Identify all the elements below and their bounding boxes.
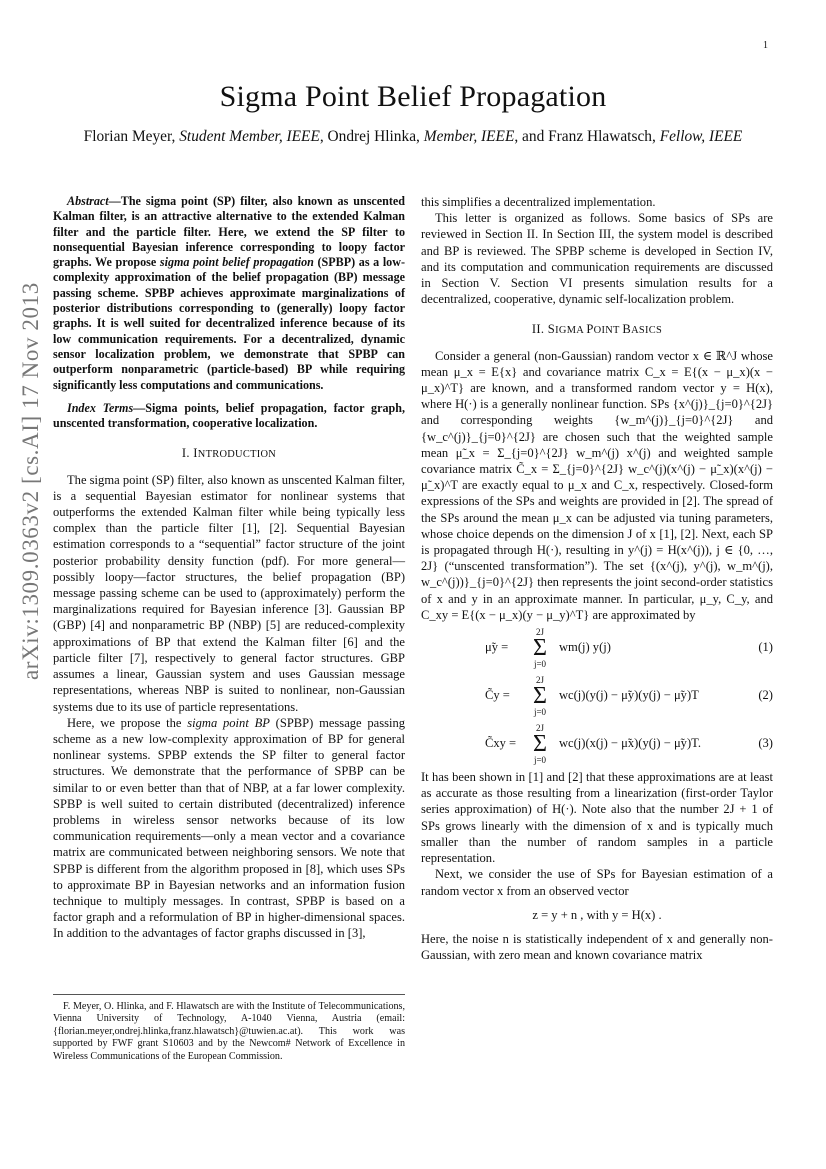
- paragraph-text: (SPBP) message passing scheme as a new low-complexity approximation of BP for general nonlinear systems. SPBP extends the SP filter to general factor structures. We demonstrate that the performance of SPBP can be similar to or even better than that of NBP, at a far lower complexity. SPBP is well suited to certain distributed (decentralized) inference problems in wireless sensor networks because of its low communication requirements—only a mean vector and a covariance matrix are communicated between neighboring sensors. We note that SPBP is different from the algorithm proposed in [8], which uses SPs to approximate BP in Bayesian networks and an information fusion technique to multiply messages. In contrast, SPBP is based on a factor graph and a reformulation of BP in higher-dimensional spaces. In addition to the advantages of factor graphs discussed in [3],: [53, 715, 406, 941]
- footnote-text: F. Meyer, O. Hlinka, and F. Hlawatsch are with the Institute of Telecommunications, Vienna University of Technology, A-1040 Vienna, Austria (email: {florian.meyer,ondrej.hlinka,franz.hlawatsch}@tuwien.ac.at). This work was supported by FWF grant S10603 and by the Newcom# Network of Excellence in Wireless Communications of the European Commission.: [53, 1001, 405, 1062]
- sum-sign: Σ: [533, 731, 547, 758]
- sum-upper: 2J: [535, 627, 544, 638]
- equation-lhs: C̃y =: [485, 688, 510, 703]
- page-number: 1: [763, 40, 768, 51]
- continued-paragraph: this simplifies a decentralized implementation.: [421, 195, 656, 209]
- section-numeral: I. I: [181, 446, 198, 461]
- abstract-label: Abstract: [67, 194, 109, 208]
- equation-rhs: wc(j)(x(j) − μ̃x)(y(j) − μ̃y)T.: [559, 736, 701, 751]
- index-terms-label: Index Terms: [67, 400, 134, 415]
- index-terms-text: —Sigma points, belief propagation, factor graph, unscented transformation, cooperative localization.: [53, 400, 405, 431]
- left-column: [53, 194, 405, 942]
- section-title-part: ASICS: [631, 325, 663, 337]
- sum-lower: j=0: [533, 755, 547, 766]
- abstract-text: —The sigma point (SP) filter, also known as unscented Kalman filter, is an attractive alternative to the extended Kalman filter and the particle filter. Here, we extend the SP filter to nonsequential Bayesian inference corresponding to loopy factor graphs. We propose: [53, 194, 405, 270]
- author-name: , Ondrej Hlinka,: [319, 128, 420, 145]
- equation-rhs: wc(j)(y(j) − μ̃y)(y(j) − μ̃y)T: [559, 688, 699, 703]
- equation-2: [421, 673, 773, 719]
- section-numeral: II. S: [531, 322, 556, 337]
- bayesian-estimation-paragraph: Next, we consider the use of SPs for Bayesian estimation of a random vector x from an observed vector: [421, 867, 773, 898]
- summation: [525, 723, 555, 765]
- section-title-part: OINT: [593, 325, 623, 337]
- measurement-equation: z = y + n , with y = H(x) .: [532, 907, 662, 922]
- abstract: [53, 194, 405, 393]
- section-title-part: B: [622, 322, 632, 337]
- abstract-emphasis: sigma point belief propagation: [159, 255, 314, 270]
- paragraph-emphasis: sigma point BP: [187, 715, 270, 730]
- approximation-paragraph: It has been shown in [1] and [2] that these approximations are at least as accurate as those resulting from a linearization (first-order Taylor series approximation) of H(·). Note also that the number 2J + 1 of SPs grows linearly with the dimension of x and is typically much smaller than the number of random samples in a particle representation.: [421, 770, 773, 866]
- right-column: [421, 194, 773, 963]
- sum-lower: j=0: [533, 659, 547, 670]
- section-heading-introduction: [53, 445, 405, 463]
- sum-upper: 2J: [535, 723, 544, 734]
- section-title-part: P: [586, 322, 594, 337]
- index-terms: [53, 401, 405, 432]
- author-role: Fellow, IEEE: [659, 128, 743, 145]
- arxiv-identifier: arXiv:1309.0363v2 [cs.AI] 17 Nov 2013: [18, 282, 43, 680]
- sp-basics-paragraph: Consider a general (non-Gaussian) random vector x ∈ ℝ^J whose mean μ_x = E{x} and covariance matrix C_x = E{(x − μ_x)(x − μ_x)^T} are known, and a transformed random vector y = H(x), where H(·) is a generally nonlinear function. SPs {x^(j)}_{j=0}^{2J} and corresponding weights {w_m^(j)}_{j=0}^{2J} and {w_c^(j)}_{j=0}^{2J} are chosen such that the weighted sample mean μ̃_x = Σ_{j=0}^{2J} w_m^(j) x^(j) and weighted sample covariance matrix C̃_x = Σ_{j=0}^{2J} w_c^(j)(x^(j) − μ̃_x)(x^(j) − μ̃_x)^T are exactly equal to μ_x and C_x, respectively. Closed-form expressions of the SPs and weights are provided in [2]. The spread of the SPs around the mean μ_x can be adjusted via tuning parameters, whose choice depends on the dimension J of x [1], [2]. Next, each SP is propagated through H(·), resulting in y^(j) = H(x^(j)), j ∈ {0, …, 2J} (“unscented transformation”). The set {(x^(j), y^(j), w_m^(j), w_c^(j))}_{j=0}^{2J} then represents the joint second-order statistics of x and y in an approximate manner. In particular, μ_y, C_y, and C_xy = E{(x − μ_x)(y − μ_y)^T} are approximated by: [421, 348, 773, 622]
- abstract-text: (SPBP) as a low-complexity approximation of the belief propagation (BP) message passing scheme. SPBP achieves approximate marginalizations of posterior distributions corresponding to (generally) loopy factor graphs. It is well suited for decentralized inference because of its low communication requirements. For a decentralized, dynamic sensor localization problem, we demonstrate that SPBP can outperform nonparametric (particle-based) BP while requiring significantly less computations and communications.: [53, 255, 405, 392]
- author-name: , and Franz Hlawatsch,: [514, 128, 656, 145]
- author-line: [0, 128, 826, 146]
- noise-paragraph: Here, the noise n is statistically independent of x and generally non-Gaussian, with zero mean and known covariance matrix: [421, 931, 773, 963]
- equation-1: [421, 625, 773, 671]
- section-title: NTRODUCTION: [197, 449, 277, 461]
- footnote: [53, 994, 405, 1063]
- equation-rhs: wm(j) y(j): [559, 640, 611, 655]
- section-heading-sigma-point-basics: [421, 321, 773, 339]
- equation-number: (1): [758, 640, 773, 655]
- intro-paragraph-1: The sigma point (SP) filter, also known as unscented Kalman filter, is a sequential Bayesian estimator for nonlinear systems that outperforms the extended Kalman filter while being typically less complex than the particle filter [1], [2]. Sequential Bayesian estimation corresponds to a “sequential” factor structure of the joint posterior probability density function (pdf). For more general—possibly loopy—factor structures, the belief propagation (BP) message passing scheme can be used to (approximately) perform the marginalizations required for Bayesian inference [3]. Gaussian BP (GBP) [4] and nonparametric BP (NBP) [5] are reduced-complexity approximations of BP that extend the Kalman filter [6] and the particle filter [7], respectively to general factor structures. GBP assumes a linear, Gaussian system and uses Gaussian message representations, whereas NBP is suited to nonlinear, non-Gaussian systems due to its use of particle representations.: [53, 472, 405, 714]
- summation: [525, 675, 555, 717]
- equation-lhs: C̃xy =: [485, 736, 517, 751]
- paper-title: Sigma Point Belief Propagation: [219, 80, 607, 113]
- equation-number: (3): [758, 736, 773, 751]
- equation-number: (2): [758, 688, 773, 703]
- outline-paragraph: This letter is organized as follows. Some basics of SPs are reviewed in Section II. In Section III, the system model is described and BP is reviewed. The SPBP scheme is developed in Section IV, and its computation and communication requirements are discussed in Section V. Section VI presents simulation results for a decentralized, cooperative, dynamic self-localization problem.: [421, 211, 773, 307]
- summation: [525, 627, 555, 669]
- equation-3: [421, 721, 773, 767]
- intro-paragraph-2: [53, 715, 405, 942]
- section-title-part: IGMA: [555, 325, 587, 337]
- paragraph-text: Here, we propose the: [67, 715, 188, 730]
- sum-sign: Σ: [533, 635, 547, 662]
- author-role: Member, IEEE: [423, 128, 515, 145]
- equation-lhs: μ̃y =: [485, 640, 509, 655]
- sum-sign: Σ: [533, 683, 547, 710]
- sum-upper: 2J: [535, 675, 544, 686]
- author-role: Student Member, IEEE: [179, 128, 320, 145]
- author-name: Florian Meyer,: [83, 128, 176, 145]
- sum-lower: j=0: [533, 707, 547, 718]
